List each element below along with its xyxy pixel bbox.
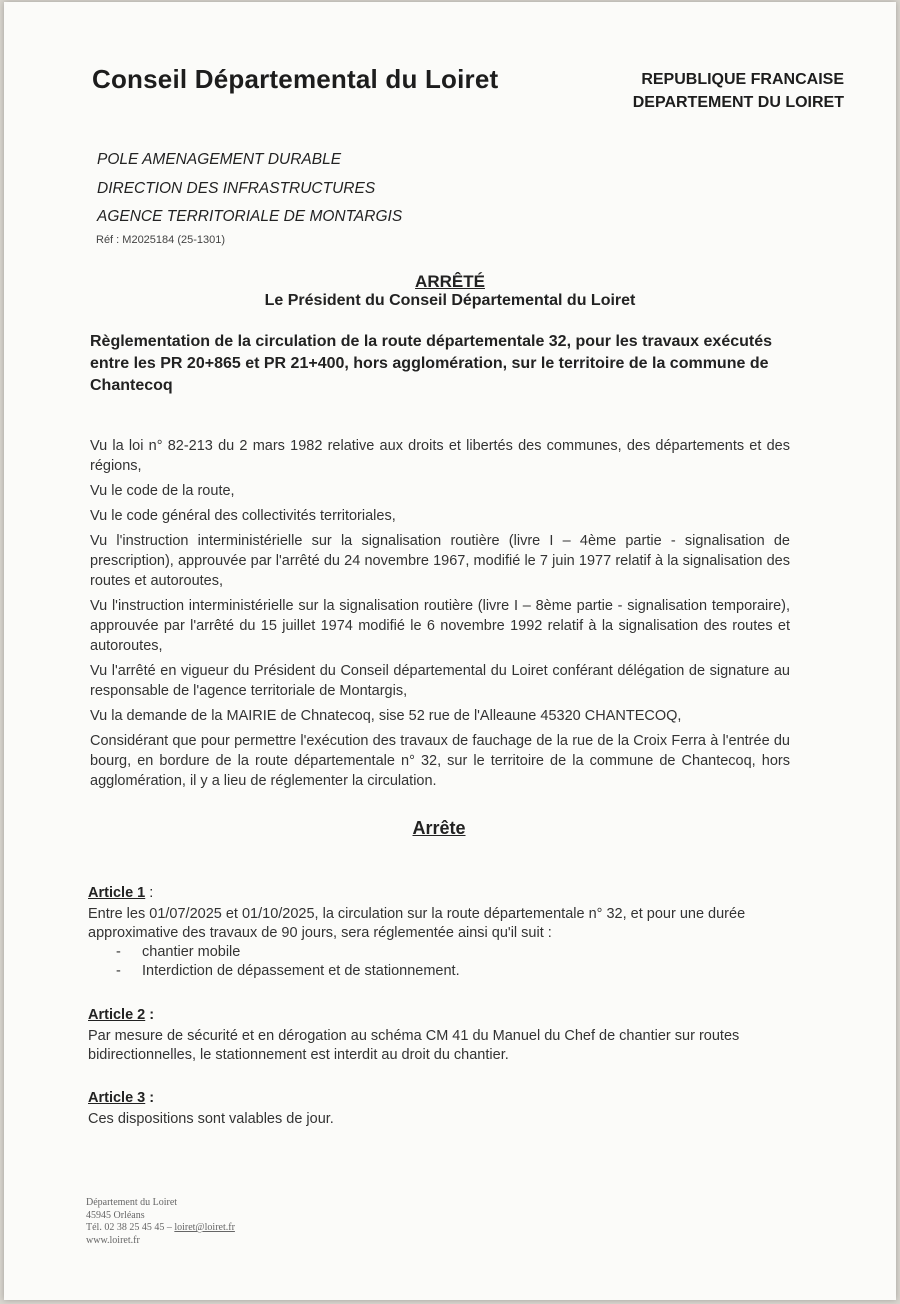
republic-header xyxy=(600,68,844,114)
reference-number: Réf : M2025184 (25-1301) xyxy=(96,234,226,246)
decree-subject: Règlementation de la circulation de la route départementale 32, pour les travaux exécutés entre les PR 20+865 et PR 21+400, hors agglomération, sur le territoire de la commune de Chantecoq xyxy=(90,333,773,394)
considerant-item: Vu la loi n° 82-213 du 2 mars 1982 relative aux droits et libertés des communes, des départements et des régions, xyxy=(90,438,790,474)
list-item: - chantier mobile xyxy=(116,943,798,962)
republic-line: REPUBLIQUE FRANCAISE xyxy=(641,71,844,88)
article-1-label: Article 1 xyxy=(88,885,146,901)
considerant-item: Vu l'instruction interministérielle sur la signalisation routière (livre I – 8ème partie - signalisation temporaire), approuvée par l'arrêté du 15 juillet 1974 modifié le 6 novembre 1992 relatif à la signalisation des routes et autoroutes, xyxy=(90,598,790,654)
decree-title: ARRÊTÉ xyxy=(415,272,485,291)
footer-contact xyxy=(86,1197,235,1247)
agency-line: AGENCE TERRITORIALE DE MONTARGIS xyxy=(97,208,403,225)
footer-phone-line: Tél. 02 38 25 45 45 – loiret@loiret.fr xyxy=(86,1222,235,1233)
pole-line: POLE AMENAGEMENT DURABLE xyxy=(97,151,342,168)
email-link[interactable]: loiret@loiret.fr xyxy=(174,1222,235,1233)
department-line: DEPARTEMENT DU LOIRET xyxy=(632,94,844,111)
article-1-heading: Article 1 : xyxy=(88,885,154,901)
article-3-label: Article 3 xyxy=(88,1090,146,1106)
article-3-heading: Article 3 : xyxy=(88,1090,155,1106)
organization-title: Conseil Départemental du Loiret xyxy=(92,64,499,94)
article-2-heading: Article 2 : xyxy=(88,1007,155,1023)
considerant-item: Vu l'arrêté en vigueur du Président du Conseil départemental du Loiret conférant délégation de signature au responsable de l'agence territoriale de Montargis, xyxy=(90,663,790,699)
direction-line: DIRECTION DES INFRASTRUCTURES xyxy=(97,179,376,197)
arrete-heading: Arrête xyxy=(412,818,466,838)
footer-address: 45945 Orléans xyxy=(86,1209,145,1221)
president-line: Le Président du Conseil Départemental du Loiret xyxy=(264,292,636,309)
considerant-item: Considérant que pour permettre l'exécution des travaux de fauchage de la rue de la Croix Ferra à l'entrée du bourg, en bordure de la route départementale n° 32, sur le territoire de la commune de Chantecoq, hors agglomération, il y a lieu de réglementer la circulation. xyxy=(90,733,790,789)
footer-website[interactable]: www.loiret.fr xyxy=(86,1234,140,1246)
considerant-item: Vu le code de la route, xyxy=(90,483,235,499)
article-3-body: Ces dispositions sont valables de jour. xyxy=(88,1111,334,1127)
article-2-body: Par mesure de sécurité et en dérogation au schéma CM 41 du Manuel du Chef de chantier sur routes bidirectionnelles, le stationnement est interdit au droit du chantier. xyxy=(88,1028,740,1063)
considerant-item: Vu l'instruction interministérielle sur la signalisation routière (livre I – 4ème partie - signalisation de prescription), approuvée par l'arrêté du 24 novembre 1967, modifié le 7 juin 1977 relatif à la signalisation des routes et autoroutes, xyxy=(90,533,790,589)
considerant-item: Vu le code général des collectivités territoriales, xyxy=(90,508,396,524)
articles-block xyxy=(88,884,798,1129)
article-1-list xyxy=(88,943,798,981)
considerants-block xyxy=(90,436,790,796)
article-1-body: Entre les 01/07/2025 et 01/10/2025, la circulation sur la route départementale n° 32, et pour une durée approximative des travaux de 90 jours, sera réglementée ainsi qu'il suit : xyxy=(88,906,746,941)
department-block xyxy=(97,146,402,232)
considerant-item: Vu la demande de la MAIRIE de Chnatecoq, sise 52 rue de l'Alleaune 45320 CHANTECOQ, xyxy=(90,708,682,724)
list-item: - Interdiction de dépassement et de stationnement. xyxy=(116,962,798,981)
article-2-label: Article 2 xyxy=(88,1007,146,1023)
footer-department: Département du Loiret xyxy=(86,1197,178,1208)
